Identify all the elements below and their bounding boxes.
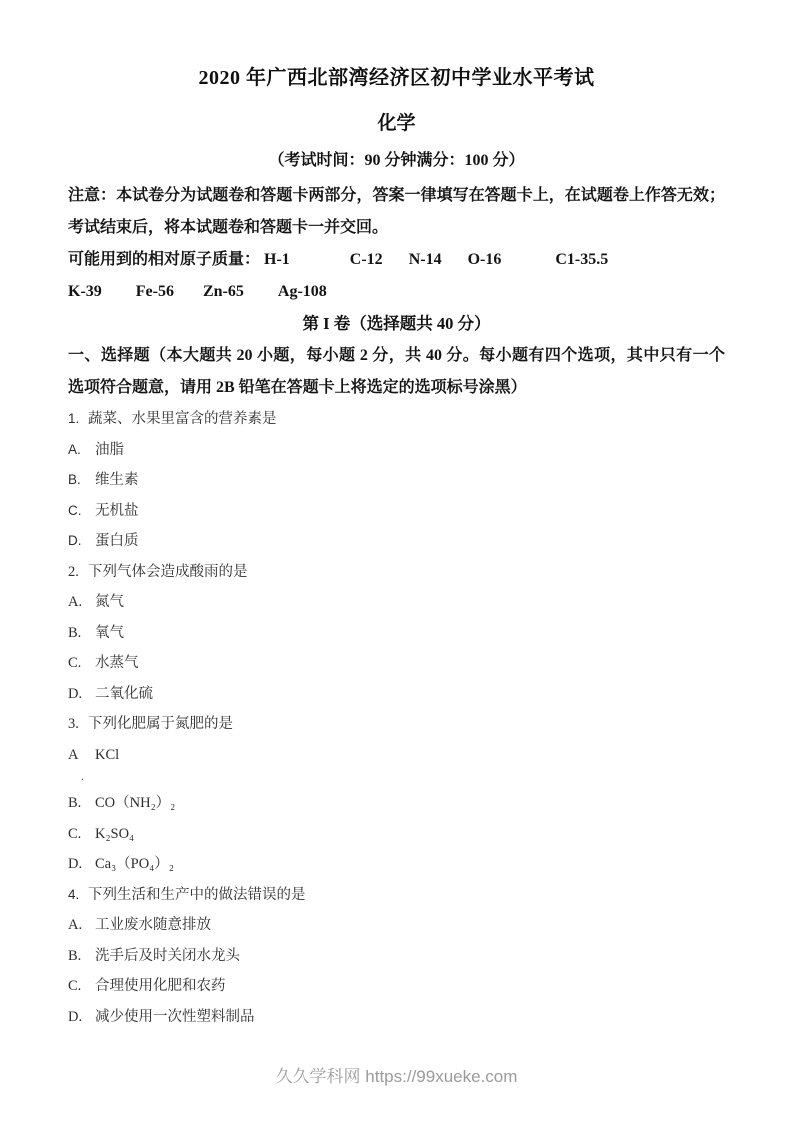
- option-label: B.: [68, 472, 81, 487]
- question-3-option-a: [68, 740, 725, 771]
- question-2-text: [68, 557, 725, 588]
- option-text: CO（NH₂）₂: [95, 795, 176, 811]
- question-1-text: [68, 404, 725, 435]
- option-label: C.: [68, 978, 82, 994]
- option-text: 氮气: [95, 594, 124, 610]
- atomic-mass-Ag: Ag-108: [277, 283, 327, 300]
- instructions-line-2: 选项符合题意，请用 2B 铅笔在答题卡上将选定的选项标号涂黑）: [68, 379, 527, 396]
- atomic-mass-H: H-1: [264, 251, 290, 268]
- option-text: 维生素: [95, 472, 139, 488]
- question-4-option-d: [68, 1002, 725, 1033]
- option-text: 合理使用化肥和农药: [95, 978, 226, 994]
- notice-line-2: 考试结束后，将本试题卷和答题卡一并交回。: [68, 219, 389, 236]
- question-1: [68, 404, 725, 557]
- question-3-text: [68, 709, 725, 740]
- question-number: 3.: [68, 716, 79, 732]
- option-text: 洗手后及时关闭水龙头: [95, 947, 240, 964]
- question-3-option-c: [68, 819, 725, 850]
- question-2-option-c: [68, 648, 725, 679]
- option-text: 工业废水随意排放: [95, 917, 211, 933]
- question-number: 1.: [68, 411, 80, 426]
- question-4: [68, 880, 725, 1033]
- atomic-mass-label: 可能用到的相对原子质量：: [68, 251, 261, 268]
- atomic-mass-Fe: Fe-56: [135, 283, 174, 300]
- atomic-mass-Cl: C1-35.5: [555, 251, 609, 268]
- option-label: D.: [68, 1008, 83, 1025]
- option-text: K₂SO₄: [95, 825, 135, 842]
- option-text: 水蒸气: [95, 655, 139, 671]
- exam-info-line: （考试时间：90 分钟满分：100 分）: [268, 152, 525, 169]
- question-2-option-b: [68, 618, 725, 649]
- question-2-option-d: [68, 679, 725, 710]
- watermark-footer: [68, 1066, 725, 1088]
- atomic-mass-line-2: [68, 276, 725, 308]
- questions-list: [68, 404, 725, 1032]
- option-text: 蛋白质: [95, 533, 139, 549]
- option-text: 二氧化硫: [95, 685, 153, 702]
- option-label: A.: [68, 917, 83, 933]
- option-text: KCl: [95, 746, 120, 763]
- option-text: 油脂: [95, 441, 124, 458]
- watermark-text: 久久学科网 https://99xueke.com: [275, 1067, 518, 1086]
- option-text: 减少使用一次性塑料制品: [95, 1008, 255, 1025]
- option-text: 氧气: [95, 624, 124, 641]
- option-label: C.: [68, 655, 82, 671]
- option-label: D.: [68, 856, 83, 872]
- option-text: 无机盐: [95, 502, 139, 519]
- notice-line-1: 注意：本试卷分为试题卷和答题卡两部分，答案一律填写在答题卡上，在试题卷上作答无效；: [68, 187, 725, 204]
- notice-block: [68, 180, 725, 404]
- option-label: A: [68, 746, 79, 763]
- question-stem: 下列生活和生产中的做法错误的是: [88, 886, 306, 903]
- atomic-mass-N: N-14: [408, 251, 442, 268]
- option-label: A.: [68, 441, 81, 457]
- question-stem: 蔬菜、水果里富含的营养素是: [88, 411, 277, 427]
- stray-dot-artifact: .: [81, 769, 84, 783]
- section-1-title: 第 I 卷（选择题共 40 分）: [302, 314, 491, 333]
- option-label: C.: [68, 825, 82, 842]
- page-title: 2020 年广西北部湾经济区初中学业水平考试: [198, 67, 595, 89]
- option-label: B.: [68, 795, 82, 811]
- question-1-option-a: [68, 435, 725, 466]
- question-3: [68, 709, 725, 880]
- atomic-mass-K: K-39: [68, 283, 102, 300]
- option-label: C.: [68, 502, 82, 518]
- option-label: D.: [68, 685, 83, 702]
- question-stem: 下列气体会造成酸雨的是: [88, 563, 248, 580]
- question-3-option-d: [68, 849, 725, 880]
- question-number: 2.: [68, 563, 79, 580]
- question-1-option-d: [68, 526, 725, 557]
- option-label: B.: [68, 947, 82, 964]
- atomic-mass-line-1: [68, 244, 725, 276]
- question-4-option-a: [68, 910, 725, 941]
- atomic-mass-O: O-16: [467, 251, 502, 268]
- atomic-mass-Zn: Zn-65: [202, 283, 244, 300]
- option-label: B.: [68, 624, 82, 641]
- question-3-option-b: [68, 788, 725, 819]
- option-label: A.: [68, 594, 83, 610]
- question-1-option-c: [68, 496, 725, 527]
- atomic-mass-C: C-12: [349, 251, 383, 268]
- question-4-text: [68, 880, 725, 911]
- question-1-option-b: [68, 465, 725, 496]
- option-label: D.: [68, 533, 82, 548]
- question-2: [68, 557, 725, 710]
- question-4-option-b: [68, 941, 725, 972]
- question-number: 4.: [68, 886, 80, 902]
- subject-title: 化学: [377, 113, 416, 134]
- question-4-option-c: [68, 971, 725, 1002]
- question-stem: 下列化肥属于氮肥的是: [88, 716, 233, 732]
- option-text: Ca₃（PO₄）₂: [95, 856, 174, 872]
- instructions-line-1: 一、选择题（本大题共 20 小题，每小题 2 分，共 40 分。每小题有四个选项，其中只有一个: [68, 347, 725, 364]
- question-2-option-a: [68, 587, 725, 618]
